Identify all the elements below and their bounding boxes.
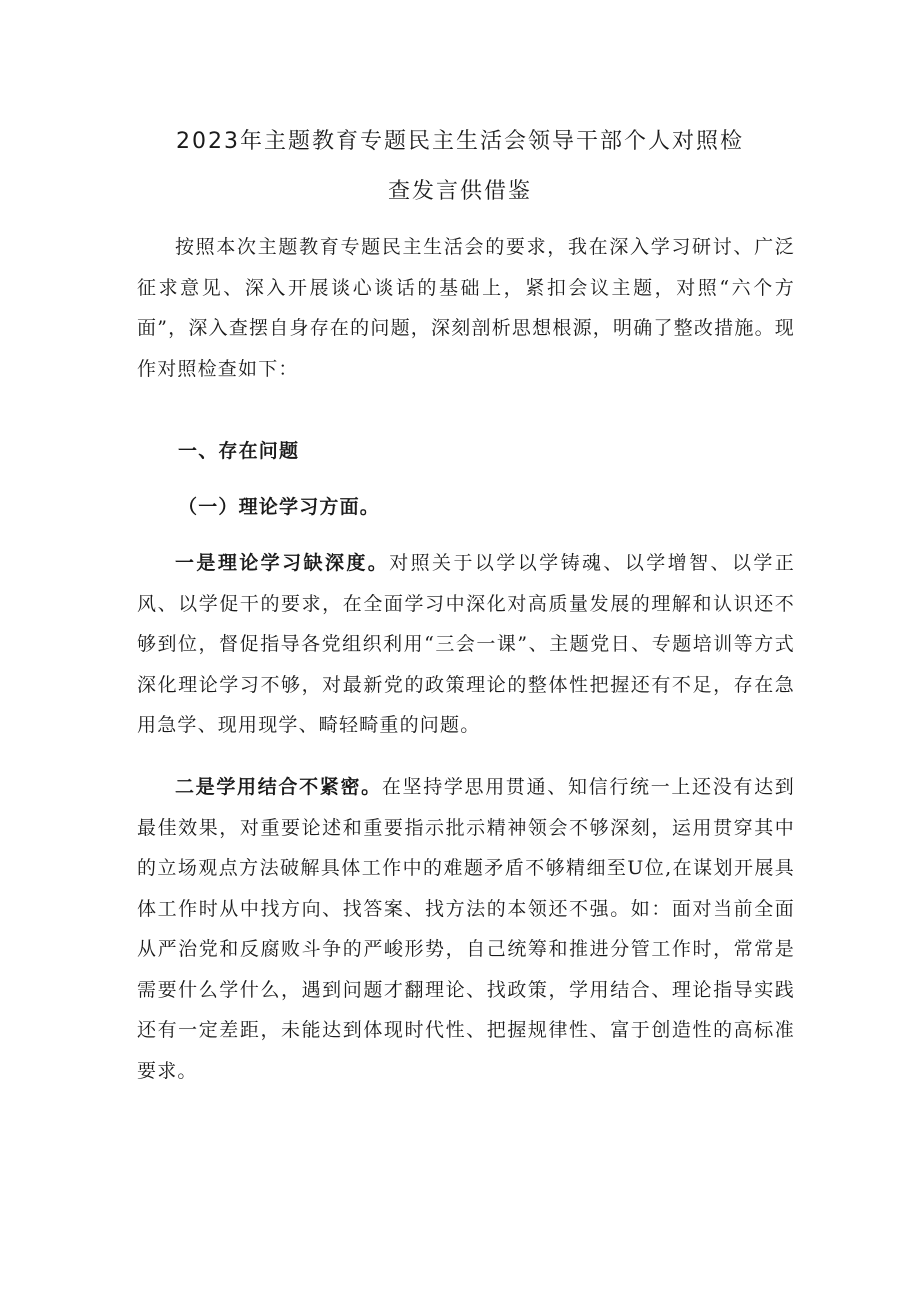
point-1-body: 对照关于以学以学铸魂、以学增智、以学正风、以学促干的要求，在全面学习中深化对高质量发展的理解和认识还不够到位，督促指导各党组织利用“三会一课”、主题党日、专题培训等方式深化理论学习不够，对最新党的政策理论的整体性把握还有不足，存在急用急学、现用现学、畸轻畸重的问题。 — [137, 552, 795, 736]
section-heading-problems: 一、存在问题 — [178, 440, 300, 462]
document-title-line2: 查发言供借鉴 — [387, 179, 532, 204]
document-title-line1: 2023年主题教育专题民主生活会领导干部个人对照检 — [176, 129, 744, 154]
point-1-paragraph — [137, 543, 795, 746]
subsection-heading-theory-study: （一）理论学习方面。 — [178, 496, 381, 518]
point-1-lead: 一是理论学习缺深度。 — [175, 552, 390, 574]
point-2-lead: 二是学用结合不紧密。 — [175, 776, 382, 798]
point-2-paragraph — [137, 767, 795, 1091]
intro-paragraph: 按照本次主题教育专题民主生活会的要求，我在深入学习研讨、广泛征求意见、深入开展谈心谈话的基础上，紧扣会议主题，对照“六个方面”，深入查摆自身存在的问题，深刻剖析思想根源，明确了整改措施。现作对照检查如下： — [137, 236, 795, 380]
point-2-body: 在坚持学思用贯通、知信行统一上还没有达到最佳效果，对重要论述和重要指示批示精神领会不够深刻，运用贯穿其中的立场观点方法破解具体工作中的难题矛盾不够精细至U位,在谋划开展具体工作时从中找方向、找答案、找方法的本领还不强。如：面对当前全面从严治党和反腐败斗争的严峻形势，自己统筹和推进分管工作时，常常是需要什么学什么，遇到问题才翻理论、找政策，学用结合、理论指导实践还有一定差距，未能达到体现时代性、把握规律性、富于创造性的高标准要求。 — [137, 776, 795, 1082]
